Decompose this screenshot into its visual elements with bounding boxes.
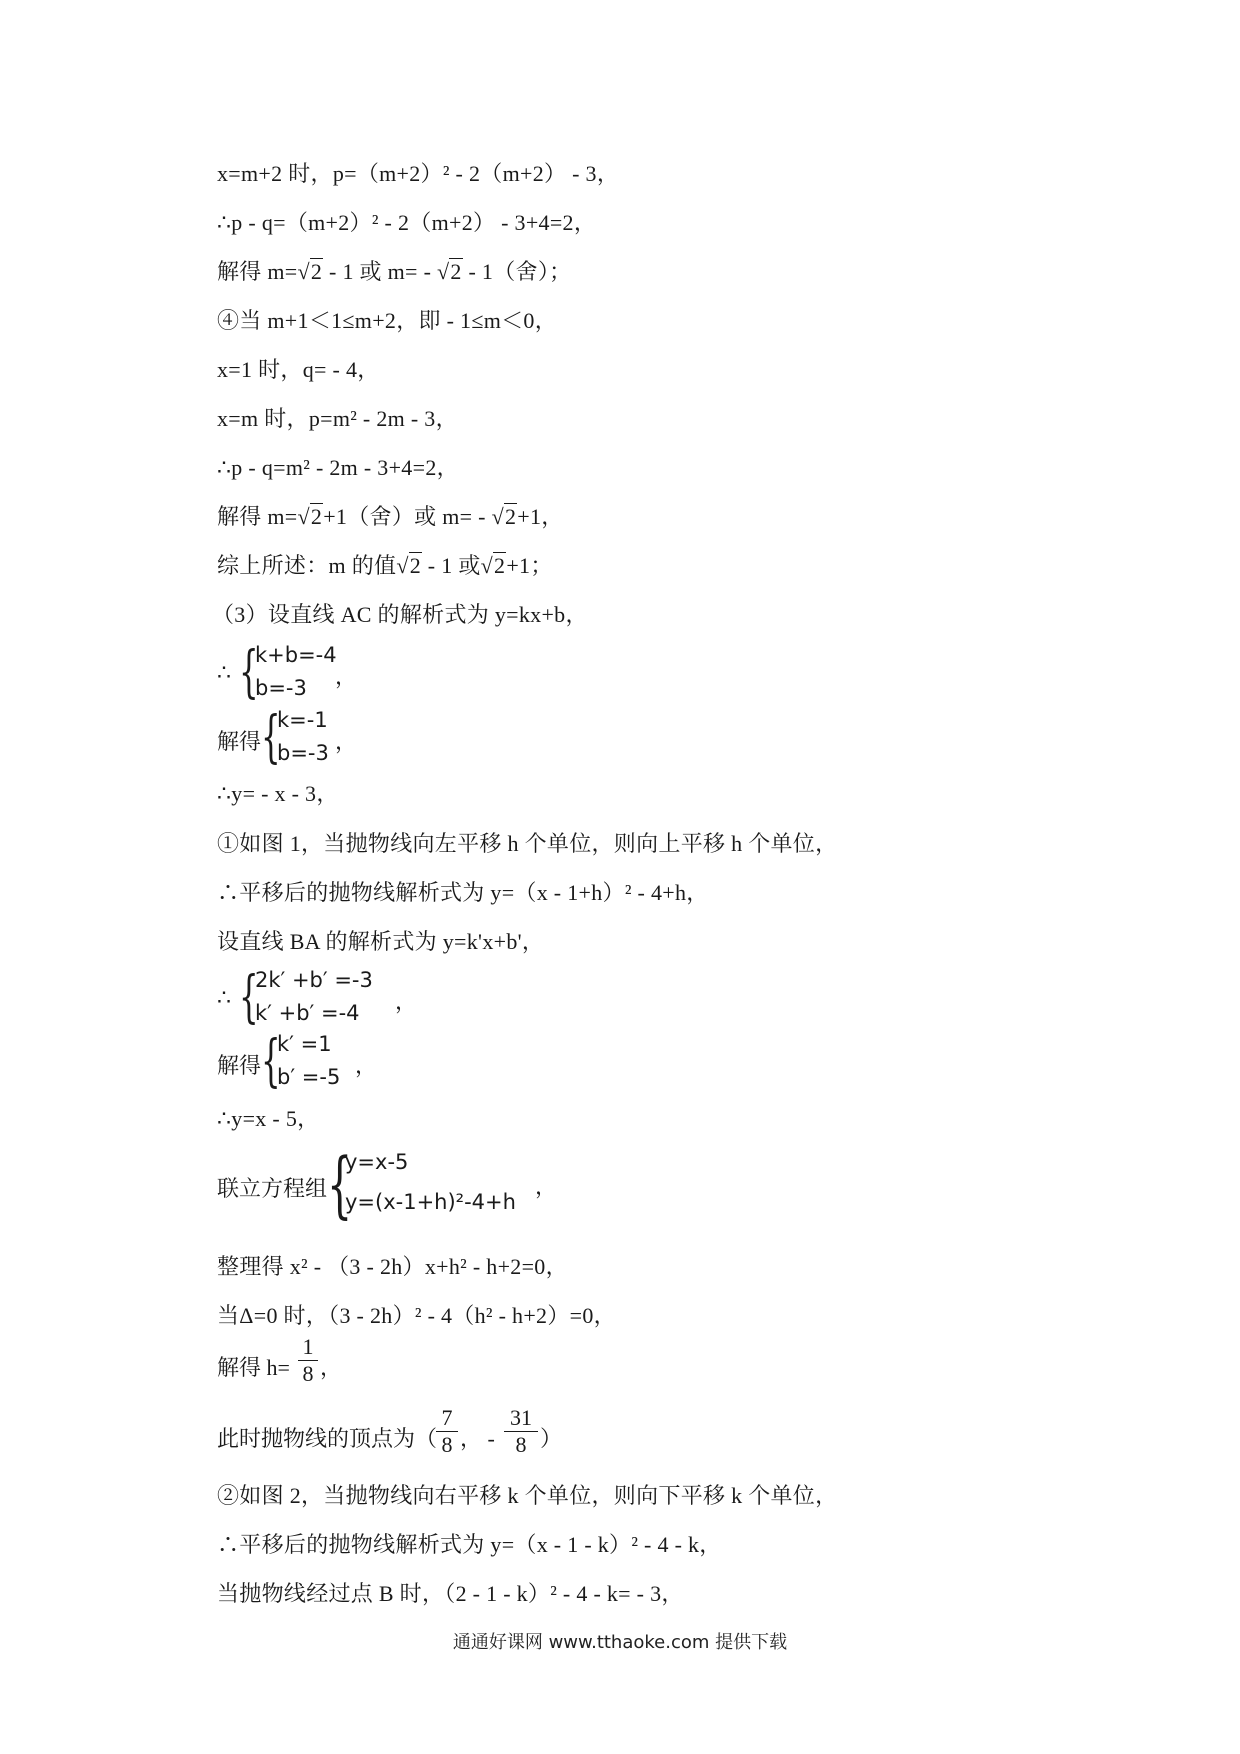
system-tail: ， — [535, 1174, 558, 1199]
text-line: ∴平移后的抛物线解析式为 y=（x - 1+h）² - 4+h， — [217, 880, 709, 905]
left-brace-icon: { — [239, 965, 259, 1030]
text-fragment: +1； — [506, 553, 553, 578]
text-line: 设直线 BA 的解析式为 y=k'x+b'， — [217, 929, 545, 954]
system-equation: k′ +b′ =-4 — [255, 1001, 360, 1025]
system-tail: ， — [335, 664, 358, 689]
fraction-numerator: 1 — [302, 1334, 314, 1359]
system-equation: b=-3 — [277, 741, 329, 765]
left-brace-icon: { — [239, 640, 259, 705]
sqrt-radicand: 2 — [450, 259, 462, 284]
text-line: 当抛物线经过点 B 时，（2 - 1 - k）² - 4 - k= - 3， — [217, 1581, 684, 1606]
system-prefix: 联立方程组 — [217, 1176, 328, 1201]
text-line — [217, 258, 571, 286]
text-fragment: - 1 或 m= - √ — [323, 259, 450, 284]
text-line: ∴p - q=m² - 2m - 3+4=2， — [217, 455, 459, 480]
system-prefix: 解得 — [217, 729, 262, 754]
left-brace-icon: { — [261, 705, 281, 770]
text-fragment: 解得 h= — [217, 1355, 290, 1380]
left-brace-icon: { — [327, 1142, 353, 1226]
fraction — [436, 1405, 458, 1458]
text-line: ②如图 2，当抛物线向右平移 k 个单位，则向下平移 k 个单位， — [217, 1483, 838, 1508]
text-line: 当Δ=0 时，（3 - 2h）² - 4（h² - h+2）=0， — [217, 1303, 616, 1328]
system-prefix: 解得 — [217, 1053, 262, 1078]
system-tail: ， — [395, 989, 418, 1014]
system-tail: ， — [335, 729, 358, 754]
text-line: ∴y=x - 5， — [217, 1106, 320, 1131]
text-line: ∴p - q=（m+2）² - 2（m+2） - 3+4=2， — [217, 210, 597, 235]
text-fragment: ， - — [460, 1426, 495, 1451]
text-fragment: ， — [320, 1355, 343, 1380]
text-line: ①如图 1，当抛物线向左平移 h 个单位，则向上平移 h 个单位， — [217, 831, 838, 856]
text-fragment: - 1（舍）； — [462, 259, 572, 284]
system-prefix: ∴ — [217, 660, 231, 685]
fraction-numerator: 7 — [441, 1405, 453, 1430]
text-fragment: 综上所述：m 的值√ — [217, 553, 409, 578]
fraction-denominator: 8 — [515, 1432, 527, 1457]
page-footer: 通通好课网 www.tthaoke.com 提供下载 — [452, 1632, 788, 1653]
text-fragment: 解得 m=√ — [217, 259, 310, 284]
text-fragment: 解得 m=√ — [217, 504, 310, 529]
text-line — [217, 552, 553, 580]
text-fragment: ） — [540, 1426, 563, 1451]
system-equation: y=x-5 — [345, 1150, 409, 1174]
text-line: （3）设直线 AC 的解析式为 y=kx+b， — [212, 602, 588, 627]
text-fragment: 此时抛物线的顶点为（ — [217, 1426, 438, 1451]
sqrt-radicand: 2 — [409, 553, 421, 578]
sqrt-radicand: 2 — [504, 504, 517, 529]
text-line: x=m 时，p=m² - 2m - 3， — [217, 406, 458, 431]
text-fragment: +1（舍）或 m= - √ — [323, 504, 504, 529]
text-line: ∴y= - x - 3， — [217, 781, 339, 806]
sqrt-radicand: 2 — [310, 504, 323, 529]
fraction — [504, 1405, 538, 1458]
text-line — [217, 503, 564, 531]
system-equation: 2k′ +b′ =-3 — [255, 968, 373, 992]
system-equation: b′ =-5 — [277, 1065, 341, 1089]
fraction — [298, 1334, 318, 1387]
left-brace-icon: { — [261, 1029, 281, 1094]
text-line: x=1 时，q= - 4， — [217, 357, 380, 382]
text-line: 整理得 x² - （3 - 2h）x+h² - h+2=0， — [217, 1254, 568, 1279]
system-equation: k+b=-4 — [255, 643, 337, 667]
fraction-numerator: 31 — [510, 1405, 532, 1430]
fraction-denominator: 8 — [441, 1432, 453, 1457]
system-equation: y=(x-1+h)²-4+h — [345, 1190, 516, 1214]
system-tail: ， — [355, 1053, 378, 1078]
text-line: x=m+2 时，p=（m+2）² - 2（m+2） - 3， — [217, 161, 620, 186]
system-equation: b=-3 — [255, 676, 307, 700]
system-equation: k′ =1 — [277, 1032, 332, 1056]
text-line: ∴平移后的抛物线解析式为 y=（x - 1 - k）² - 4 - k， — [217, 1532, 722, 1557]
system-equation: k=-1 — [277, 708, 328, 732]
sqrt-radicand: 2 — [494, 553, 506, 578]
sqrt-radicand: 2 — [310, 259, 323, 284]
text-fragment: +1， — [517, 504, 564, 529]
fraction-denominator: 8 — [302, 1361, 314, 1386]
system-prefix: ∴ — [217, 985, 231, 1010]
text-line: ④当 m+1＜1≤m+2，即 - 1≤m＜0， — [217, 308, 558, 333]
text-fragment: - 1 或√ — [422, 553, 494, 578]
